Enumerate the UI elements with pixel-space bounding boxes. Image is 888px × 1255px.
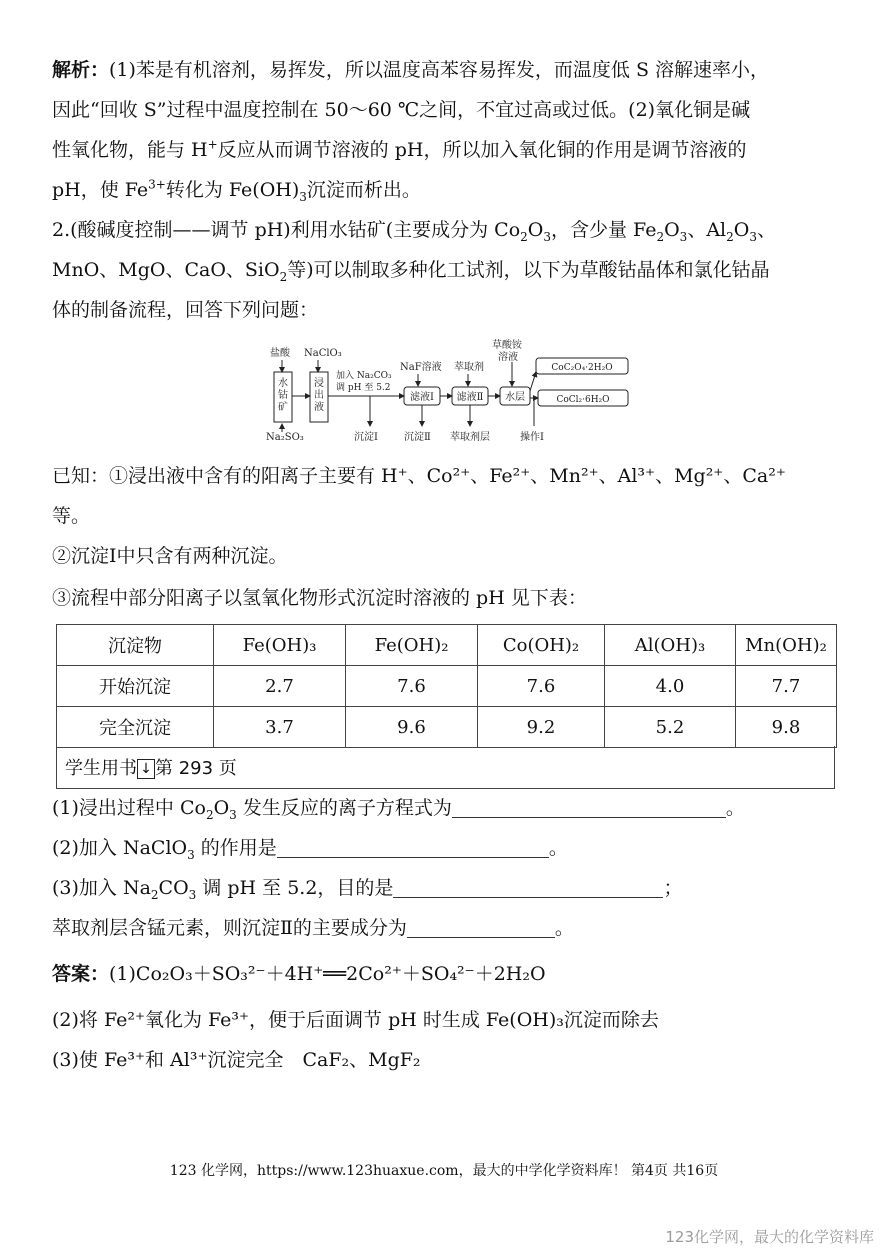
table-cell: Al(OH)₃ <box>605 625 736 666</box>
question-line-1: 2.(酸碱度控制——调节 pH)利用水钴矿(主要成分为 $Co_2O_3$，含少量 $Fe_2O_3$、$Al_2O_3$、 <box>52 219 776 244</box>
known-line-2: 等。 <box>52 505 91 527</box>
sub-question-4: 萃取剂层含锰元素，则沉淀Ⅱ的主要成分为 。 <box>52 917 574 939</box>
table-row <box>57 707 837 748</box>
table-cell: 7.7 <box>736 666 837 707</box>
analysis-label: 解析： <box>52 59 110 81</box>
box-filtrate-2-text: 滤液Ⅱ <box>456 392 484 403</box>
table-cell: 7.6 <box>478 666 605 707</box>
sub-question-3: (3)加入 $Na_2CO_3$ 调 pH 至 5.2，目的是 ； <box>52 877 683 902</box>
ph-table <box>56 624 837 748</box>
table-row <box>57 666 837 707</box>
label-extractant: 萃取剂 <box>454 362 484 373</box>
box-water-layer-text: 水层 <box>505 392 525 403</box>
page-footer: 123 化学网，https://www.123huaxue.com，最大的中学化学资料库！ 第4页 共16页 <box>169 1163 719 1179</box>
box-ore-text: 水钴矿 <box>278 378 288 413</box>
label-add-na2co3: 加入 Na₂CO₃ <box>336 371 392 381</box>
answer-blank-3[interactable] <box>393 877 663 898</box>
answer-blank-1[interactable] <box>452 797 726 818</box>
table-cell: Fe(OH)₃ <box>214 625 346 666</box>
analysis-line-2: 因此“回收 S”过程中温度控制在 50～60 ℃之间，不宜过高或过低。(2)氧化铜是碱 <box>52 99 751 121</box>
table-cell: 9.6 <box>346 707 478 748</box>
label-oxalate-solution: 溶液 <box>498 352 518 363</box>
answer-line-3: (3)使 Fe³⁺和 Al³⁺沉淀完全 CaF₂、MgF₂ <box>52 1049 421 1071</box>
table-cell: 5.2 <box>605 707 736 748</box>
label-extract-layer: 萃取剂层 <box>450 432 490 443</box>
book-reference: 学生用书 ↓ 第 293 页 <box>56 746 835 789</box>
label-precip-2: 沉淀Ⅱ <box>404 432 431 443</box>
label-oxalate: 草酸铵 <box>492 340 522 351</box>
known-line-1: 已知：①浸出液中含有的阳离子主要有 H⁺、Co²⁺、Fe²⁺、Mn²⁺、Al³⁺、Mg²⁺、Ca²⁺ <box>52 465 786 487</box>
answer-blank-4[interactable] <box>407 917 555 938</box>
box-filtrate-1-text: 滤液Ⅰ <box>410 392 434 403</box>
table-cell: 9.2 <box>478 707 605 748</box>
answer-line-1: 答案：(1)Co₂O₃＋SO₃²⁻＋4H⁺══2Co²⁺＋SO₄²⁻＋2H₂O <box>52 963 546 985</box>
table-cell: Mn(OH)₂ <box>736 625 837 666</box>
analysis-line-4: pH，使 $Fe^{3+}$转化为 $Fe(OH)_3$沉淀而析出。 <box>52 177 421 204</box>
label-naf: NaF溶液 <box>400 362 442 373</box>
table-header-row <box>57 625 837 666</box>
question-line-3: 体的制备流程，回答下列问题： <box>52 299 319 321</box>
question-line-2: MnO、MgO、CaO、SiO$_2$等)可以制取多种化工试剂，以下为草酸钴晶体和氯化钴晶 <box>52 259 770 284</box>
table-cell: Fe(OH)₂ <box>346 625 478 666</box>
table-cell: 2.7 <box>214 666 346 707</box>
label-adjust-ph: 调 pH 至 5.2 <box>336 383 391 393</box>
table-cell: Co(OH)₂ <box>478 625 605 666</box>
sub-question-1: (1)浸出过程中 $Co_2O_3$ 发生反应的离子方程式为 。 <box>52 797 745 822</box>
watermark: 123化学网，最大的化学资料库 <box>665 1228 874 1246</box>
process-flowchart <box>258 336 638 448</box>
table-cell: 3.7 <box>214 707 346 748</box>
analysis-line-1: 解析：(1)苯是有机溶剂，易挥发，所以温度高苯容易挥发，而温度低 S 溶解速率小， <box>52 59 770 81</box>
label-na2so3: Na₂SO₃ <box>266 432 304 443</box>
answer-label: 答案： <box>52 963 110 985</box>
label-precip-1: 沉淀Ⅰ <box>354 432 378 443</box>
sub-question-2: (2)加入 NaClO$_3$ 的作用是 。 <box>52 837 568 862</box>
table-cell: 完全沉淀 <box>57 707 214 748</box>
answer-line-2: (2)将 Fe²⁺氧化为 Fe³⁺，便于后面调节 pH 时生成 Fe(OH)₃沉淀而除去 <box>52 1009 659 1031</box>
known-line-3: ②沉淀Ⅰ中只含有两种沉淀。 <box>52 545 288 567</box>
known-line-4: ③流程中部分阳离子以氢氧化物形式沉淀时溶液的 pH 见下表： <box>52 587 587 609</box>
analysis-line-3: 性氧化物，能与 H+反应从而调节溶液的 pH，所以加入氧化铜的作用是调节溶液的 <box>52 137 747 161</box>
table-cell: 9.8 <box>736 707 837 748</box>
label-hcl: 盐酸 <box>270 348 290 359</box>
box-product-chloride-text: CoCl₂·6H₂O <box>556 395 610 405</box>
box-leachate-text: 浸出液 <box>314 378 324 413</box>
label-operation-1: 操作Ⅰ <box>520 432 544 443</box>
box-product-oxalate-text: CoC₂O₄·2H₂O <box>551 363 613 373</box>
table-cell: 开始沉淀 <box>57 666 214 707</box>
table-cell: 4.0 <box>605 666 736 707</box>
table-cell: 沉淀物 <box>57 625 214 666</box>
answer-blank-2[interactable] <box>277 837 549 858</box>
label-naclo3: NaClO₃ <box>304 348 342 359</box>
table-cell: 7.6 <box>346 666 478 707</box>
down-arrow-icon: ↓ <box>137 759 155 779</box>
